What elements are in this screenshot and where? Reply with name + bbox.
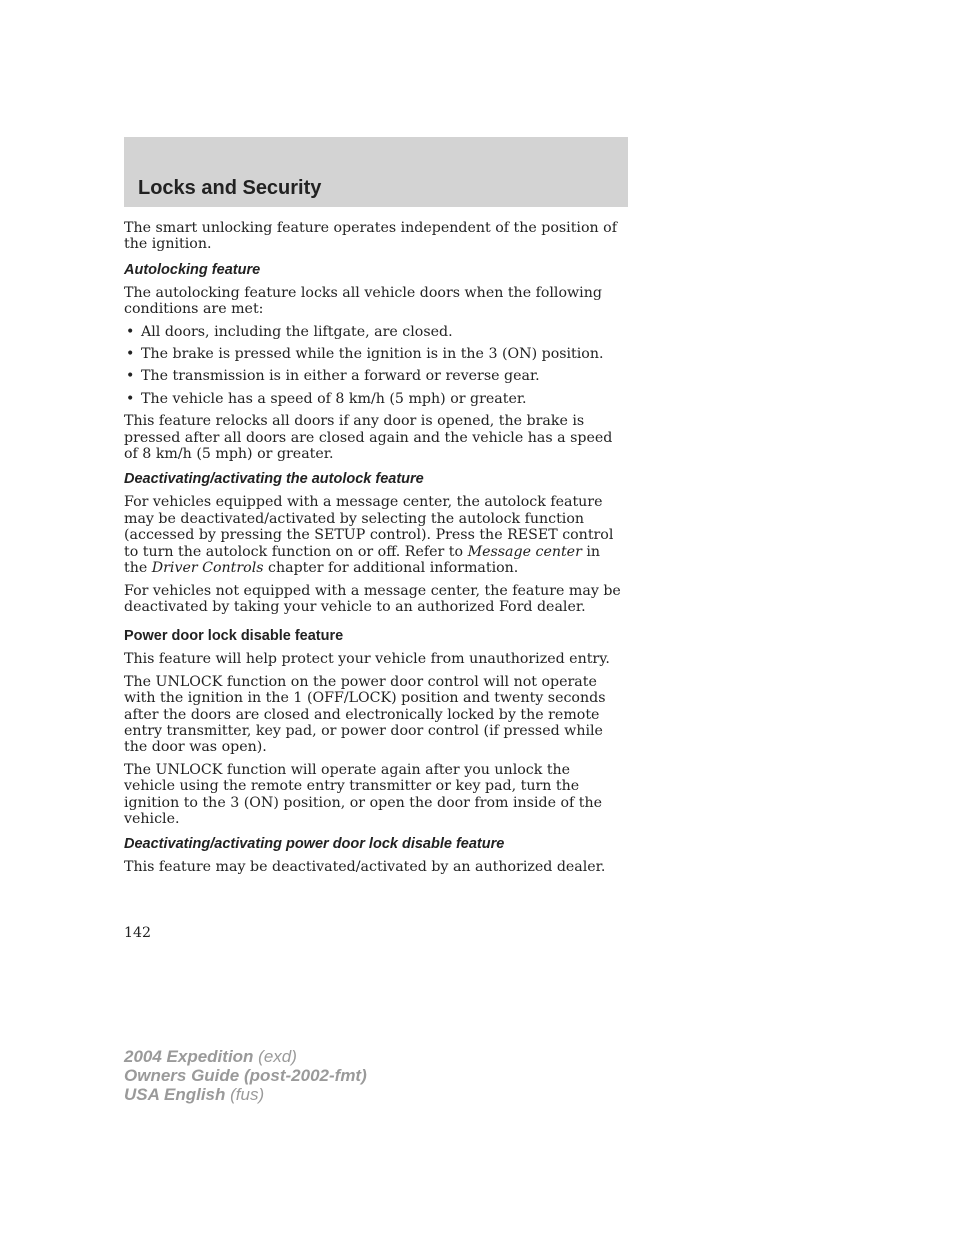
page-number: 142 — [124, 925, 152, 941]
deactivate-power-disable-heading: Deactivating/activating power door lock disable feature — [124, 836, 505, 853]
list-item: • The vehicle has a speed of 8 km/h (5 mph) or greater. — [124, 391, 624, 407]
list-item: • The transmission is in either a forward or reverse gear. — [124, 368, 624, 384]
text-span: For vehicles equipped with a message center, the autolock feature may be deactivated/activated by selecting the autolock function (accessed by pressing the SETUP control). Press the RESET control to turn the autolock function on or off. Refer to — [124, 494, 614, 560]
deactivate-autolock-heading: Deactivating/activating the autolock feature — [124, 471, 424, 488]
footer-guide-type: Owners Guide (post-2002-fmt) — [124, 1066, 367, 1085]
footer-language-code: (fus) — [230, 1085, 265, 1104]
power-disable-reenable-paragraph: The UNLOCK function will operate again after you unlock the vehicle using the remote entry transmitter or key pad, turn the ignition to the 3 (ON) position, or open the door from inside of the vehicle. — [124, 761, 603, 827]
autolocking-relock-paragraph: This feature relocks all doors if any door is opened, the brake is pressed after all doors are closed again and the vehicle has a speed of 8 km/h (5 mph) or greater. — [124, 413, 613, 463]
text-span: in the — [124, 543, 601, 577]
footer-line-language — [124, 1085, 367, 1104]
footer-line-model — [124, 1047, 367, 1066]
document-footer — [124, 1047, 367, 1104]
section-title: Locks and Security — [138, 177, 322, 199]
text-span: chapter for additional information. — [263, 560, 519, 577]
autolocking-heading: Autolocking feature — [124, 261, 261, 278]
deactivate-autolock-paragraph — [124, 494, 624, 576]
power-disable-intro: This feature will help protect your vehicle from unauthorized entry. — [124, 651, 610, 668]
footer-model-code: (exd) — [258, 1047, 297, 1066]
page-content — [124, 220, 624, 882]
driver-controls-reference: Driver Controls — [151, 560, 264, 577]
power-disable-heading: Power door lock disable feature — [124, 628, 344, 645]
message-center-reference: Message center — [467, 543, 582, 560]
footer-model: 2004 Expedition — [124, 1047, 254, 1066]
autolocking-lead: The autolocking feature locks all vehicle doors when the following conditions are met: — [124, 284, 602, 318]
list-item: • The brake is pressed while the ignition is in the 3 (ON) position. — [124, 346, 624, 362]
intro-paragraph: The smart unlocking feature operates independent of the position of the ignition. — [124, 220, 617, 253]
power-disable-unlock-paragraph: The UNLOCK function on the power door control will not operate with the ignition in the 1 (OFF/LOCK) position and twenty seconds after the doors are closed and electronically locked by the remote entry transmitter, key pad, or power door control (if pressed while the door was open). — [124, 673, 606, 756]
footer-language: USA English — [124, 1085, 226, 1104]
dealer-deactivation-paragraph: For vehicles not equipped with a message center, the feature may be deactivated by taking your vehicle to an authorized Ford dealer. — [124, 582, 621, 615]
list-item: • All doors, including the liftgate, are closed. — [124, 324, 624, 340]
section-header-band — [124, 137, 628, 207]
autolocking-conditions-list — [124, 324, 624, 408]
deactivate-power-disable-paragraph: This feature may be deactivated/activated by an authorized dealer. — [124, 859, 606, 876]
